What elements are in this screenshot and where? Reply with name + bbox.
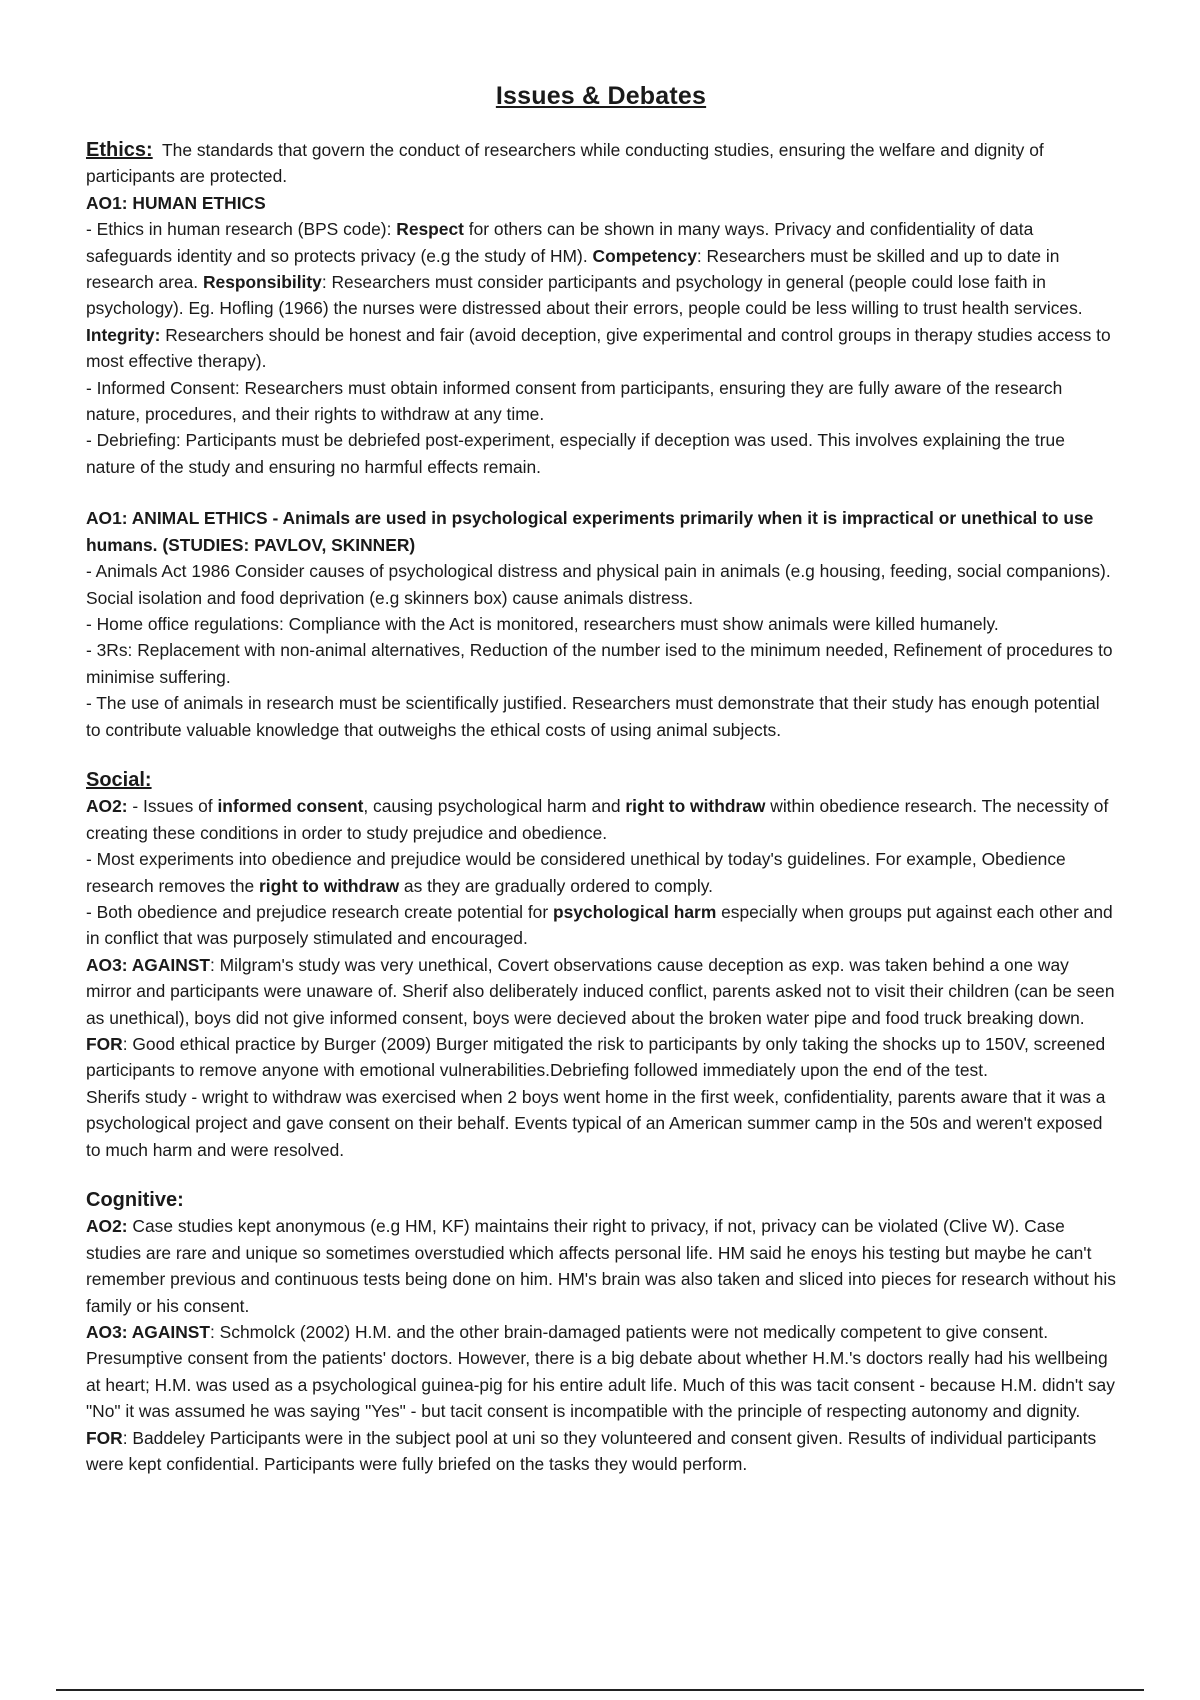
human-ethics-bps-paragraph: - Ethics in human research (BPS code): Respect for others can be shown in many ways. Privacy and confidentiality of data safeguards identity and so protects privacy (e.g the study of HM). Competency: Researchers must be skilled and up to date in research area. Responsibility: Researchers must consider participants and psychology in general (people could lose faith in psychology). Eg. Hofling (1966) the nurses were distressed about their errors, people could be less willing to trust health services. Integrity: Researchers should be honest and fair (avoid deception, give experimental and control groups in therapy studies access to most effective therapy). bbox=[86, 219, 1111, 372]
document-page bbox=[86, 82, 1116, 1478]
ethics-intro: Ethics: The standards that govern the conduct of researchers while conducting studies, ensuring the welfare and dignity of participants are protected. bbox=[86, 139, 1044, 187]
scientific-justification-paragraph: - The use of animals in research must be scientifically justified. Researchers must demonstrate that their study has enough potential to contribute valuable knowledge that outweighs the ethical costs of using animal subjects. bbox=[86, 693, 1100, 740]
social-guidelines-paragraph: - Most experiments into obedience and prejudice would be considered unethical by today's guidelines. For example, Obedience research removes the right to withdraw as they are gradually ordered to comply. bbox=[86, 849, 1066, 896]
social-heading-line bbox=[86, 767, 1116, 793]
cognitive-heading-line bbox=[86, 1187, 1116, 1213]
ethics-heading: Ethics: bbox=[86, 139, 153, 161]
three-rs-paragraph: - 3Rs: Replacement with non-animal alternatives, Reduction of the number ised to the minimum needed, Refinement of procedures to minimise suffering. bbox=[86, 640, 1113, 687]
social-ao2-paragraph: AO2: - Issues of informed consent, causing psychological harm and right to withdraw within obedience research. The necessity of creating these conditions in order to study prejudice and obedience. bbox=[86, 796, 1109, 843]
home-office-paragraph: - Home office regulations: Compliance with the Act is monitored, researchers must show animals were killed humanely. bbox=[86, 613, 999, 634]
social-ao3-paragraph: AO3: AGAINST: Milgram's study was very unethical, Covert observations cause deception as exp. was taken behind a one way mirror and participants were unaware of. Sherif also deliberately induced conflict, parents asked not to visit their children (can be seen as unethical), boys did not give informed consent, boys were decieved about the broken water pipe and food truck breaking down. FOR: Good ethical practice by Burger (2009) Burger mitigated the risk to participants by only taking the shocks up to 150V, screened participants to remove anyone with emotional vulnerabilities.Debriefing followed immediately upon the end of the test. bbox=[86, 954, 1115, 1081]
animal-ethics-heading: AO1: ANIMAL ETHICS - Animals are used in psychological experiments primarily when it is impractical or unethical to use humans. (STUDIES: PAVLOV, SKINNER) bbox=[86, 508, 1094, 555]
social-heading: Social: bbox=[86, 768, 152, 791]
cognitive-heading: Cognitive: bbox=[86, 1189, 184, 1212]
debriefing-paragraph: - Debriefing: Participants must be debriefed post-experiment, especially if deception was used. This involves explaining the true nature of the study and ensuring no harmful effects remain. bbox=[86, 430, 1065, 477]
sherif-paragraph: Sherifs study - wright to withdraw was exercised when 2 boys went home in the first week, confidentiality, parents aware that it was a psychological project and gave consent on their behalf. Events typical of an American summer camp in the 50s and weren't exposed to much harm and were resolved. bbox=[86, 1086, 1106, 1160]
informed-consent-paragraph: - Informed Consent: Researchers must obtain informed consent from participants, ensuring they are fully aware of the research nature, procedures, and their rights to withdraw at any time. bbox=[86, 377, 1063, 425]
cognitive-ao2-paragraph: AO2: Case studies kept anonymous (e.g HM, KF) maintains their right to privacy, if not, privacy can be violated (Clive W). Case studies are rare and unique so sometimes overstudied which affects personal life. HM said he enoys his testing but maybe he can't remember previous and continuous tests being done on him. HM's brain was also taken and sliced into pieces for research without his family or his consent. bbox=[86, 1216, 1116, 1316]
social-harm-paragraph: - Both obedience and prejudice research create potential for psychological harm especially when groups put against each other and in conflict that was purposely stimulated and encouraged. bbox=[86, 901, 1113, 949]
footer-divider bbox=[56, 1689, 1144, 1691]
page-title: Issues & Debates bbox=[495, 82, 707, 110]
cognitive-ao3-paragraph: AO3: AGAINST: Schmolck (2002) H.M. and the other brain-damaged patients were not medically competent to give consent. Presumptive consent from the patients' doctors. However, there is a big debate about whether H.M.'s doctors really had his wellbeing at heart; H.M. was used as a psychological guinea-pig for his entire adult life. Much of this was tacit consent - because H.M. didn't say "No" it was assumed he was saying "Yes" - but tacit consent is incompatible with the principle of respecting autonomy and dignity. FOR: Baddeley Participants were in the subject pool at uni so they volunteered and consent given. Results of individual participants were kept confidential. Participants were fully briefed on the tasks they would perform. bbox=[86, 1322, 1115, 1475]
human-ethics-heading: AO1: HUMAN ETHICS bbox=[86, 192, 266, 213]
animals-act-paragraph: - Animals Act 1986 Consider causes of psychological distress and physical pain in animals (e.g housing, feeding, social companions). Social isolation and food deprivation (e.g skinners box) cause animals distress. bbox=[86, 561, 1111, 608]
